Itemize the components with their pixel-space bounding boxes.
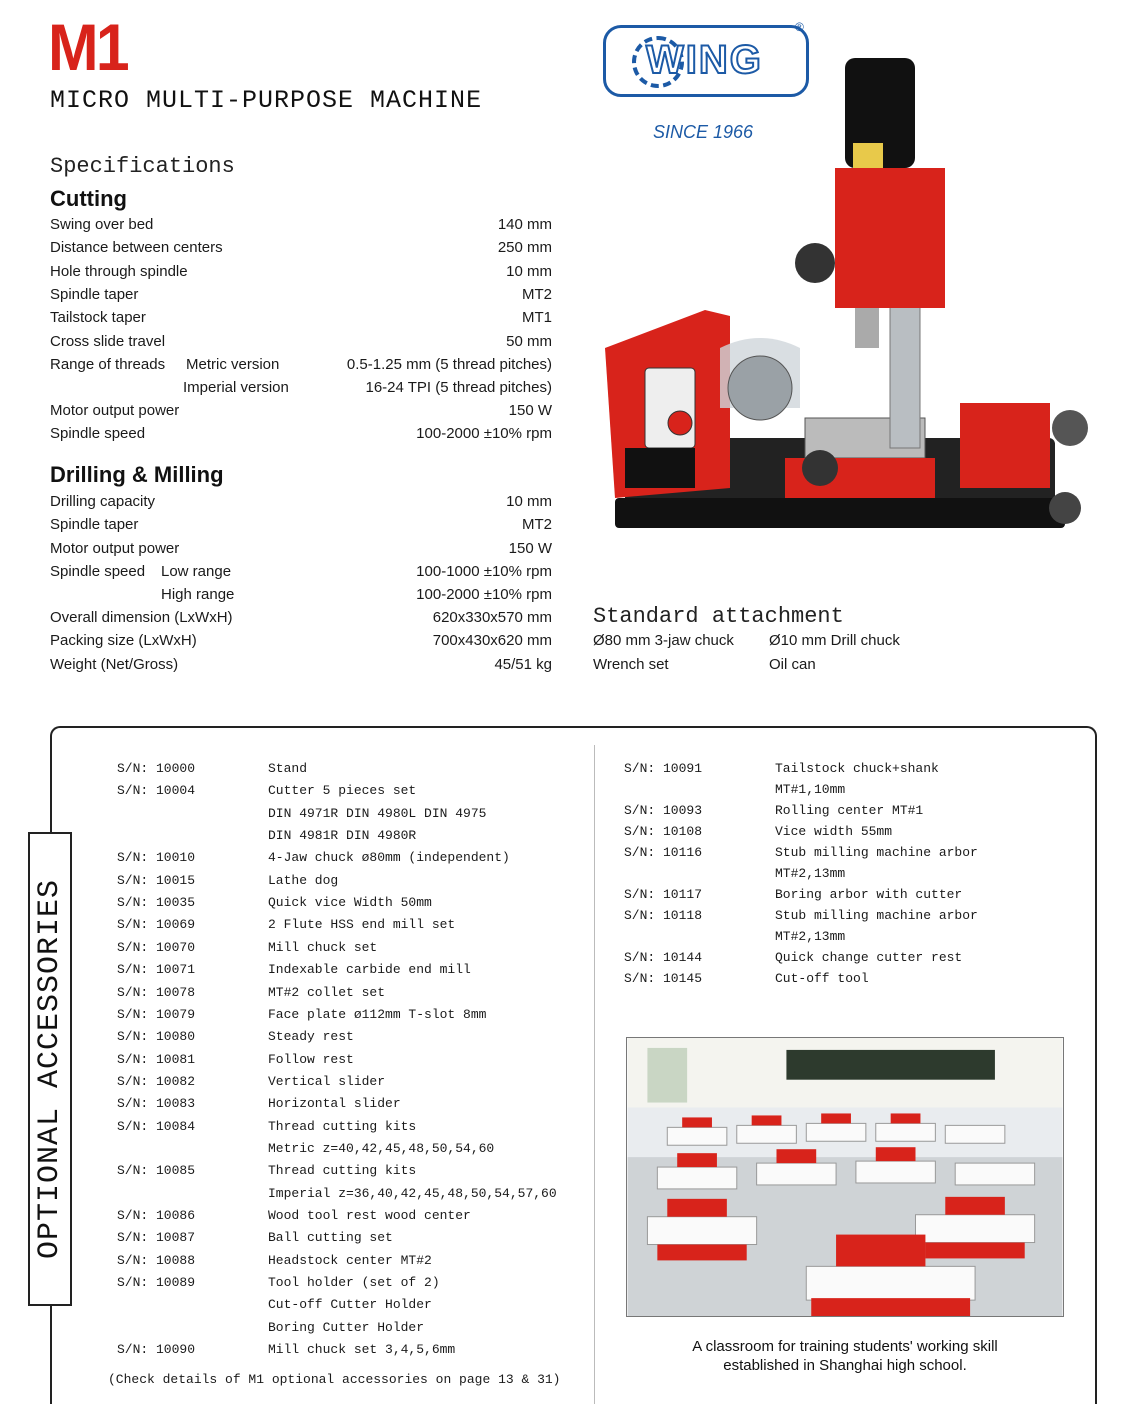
accessory-serial: S/N: 10078 [117, 984, 196, 1000]
spec-row [50, 656, 552, 678]
spec-sublabel: Metric version [186, 356, 280, 373]
accessory-item [117, 1340, 597, 1360]
accessory-item [117, 893, 597, 913]
accessory-item [117, 1027, 597, 1047]
accessory-description: Mill chuck set 3,4,5,6mm [268, 1342, 456, 1358]
accessory-item [624, 969, 1104, 989]
spec-value: 100-2000 ±10% rpm [416, 425, 552, 443]
accessory-serial: S/N: 10117 [624, 887, 703, 902]
spec-label: Drilling capacity [50, 493, 156, 510]
logo-text: WING [646, 38, 763, 82]
accessory-description: Follow rest [268, 1051, 354, 1067]
accessory-serial: S/N: 10090 [117, 1342, 196, 1358]
accessory-description: Indexable carbide end mill [268, 962, 471, 978]
accessory-serial: S/N: 10086 [117, 1208, 196, 1223]
accessory-item-detail [117, 826, 597, 846]
classroom-photo [626, 1037, 1064, 1317]
spec-row [50, 609, 552, 631]
accessory-serial: S/N: 10144 [624, 950, 703, 965]
attachment-item: Ø80 mm 3-jaw chuck [593, 632, 734, 649]
spec-value: 16-24 TPI (5 thread pitches) [365, 379, 552, 396]
accessory-serial: S/N: 10085 [117, 1163, 196, 1179]
accessory-serial: S/N: 10035 [117, 895, 196, 911]
accessory-description: MT#2,13mm [775, 866, 846, 881]
spec-value: MT1 [522, 309, 552, 327]
accessory-serial: S/N: 10087 [117, 1230, 196, 1246]
accessory-description: Boring arbor with cutter [775, 887, 963, 902]
spec-value: 10 mm [506, 262, 552, 280]
spec-value: 50 mm [506, 332, 552, 350]
attachment-item: Ø10 mm Drill chuck [769, 632, 900, 649]
accessory-item [624, 885, 1104, 905]
accessory-description: Quick vice Width 50mm [268, 895, 432, 911]
accessory-description: Cut-off tool [775, 971, 869, 986]
accessory-serial: S/N: 10015 [117, 872, 196, 888]
spec-label: Spindle taper [50, 285, 139, 303]
accessory-description: Steady rest [268, 1029, 354, 1045]
attachment-item: Oil can [769, 656, 816, 673]
accessory-serial: S/N: 10004 [117, 783, 196, 799]
spec-row-threads-imperial [50, 379, 552, 401]
accessory-description: Wood tool rest wood center [268, 1208, 471, 1223]
spec-label: Motor output power [50, 402, 180, 419]
accessory-item [117, 848, 597, 868]
spec-row [50, 286, 552, 308]
accessory-item [117, 759, 597, 779]
accessory-description: 2 Flute HSS end mill set [268, 917, 456, 933]
spec-row [50, 333, 552, 355]
spec-label: Cross slide travel [50, 332, 166, 350]
accessory-serial: S/N: 10145 [624, 971, 703, 986]
accessory-item [624, 822, 1104, 842]
spec-row [50, 540, 552, 562]
accessory-item-detail [624, 780, 1104, 800]
spec-value: 250 mm [497, 239, 552, 257]
accessory-serial: S/N: 10000 [117, 761, 196, 776]
accessory-description: Headstock center MT#2 [268, 1252, 432, 1268]
spec-value: MT2 [522, 516, 552, 534]
spec-value: 0.5-1.25 mm (5 thread pitches) [346, 356, 552, 373]
spec-row-speed-low [50, 563, 552, 585]
spec-value: MT2 [522, 285, 552, 303]
spec-label: Spindle taper [50, 516, 139, 534]
since-text: SINCE 1966 [653, 122, 754, 142]
spec-row [50, 493, 552, 515]
accessory-item-detail [117, 1295, 597, 1315]
accessory-serial: S/N: 10079 [117, 1006, 196, 1022]
spec-label: Overall dimension (LxWxH) [50, 609, 233, 626]
spec-row [50, 516, 552, 538]
accessory-item [117, 871, 597, 891]
accessory-description: Thread cutting kits [268, 1118, 417, 1134]
accessories-note: (Check details of M1 optional accessories on page 13 & 31) [108, 1372, 561, 1387]
accessory-description: Cut-off Cutter Holder [268, 1297, 432, 1313]
machine-illustration [585, 48, 1105, 578]
spec-label: Packing size (LxWxH) [50, 632, 197, 650]
spec-value: 100-1000 ±10% rpm [416, 563, 552, 580]
standard-attachment-heading: Standard attachment [593, 604, 844, 629]
spec-label: Spindle speed [50, 563, 146, 580]
optional-accessories-label [28, 832, 72, 1306]
accessory-description: Imperial z=36,40,42,45,48,50,54,57,60 [268, 1185, 557, 1201]
accessory-item [117, 1161, 597, 1181]
accessory-item [117, 938, 597, 958]
accessory-serial: S/N: 10093 [624, 803, 703, 818]
accessory-item [117, 1050, 597, 1070]
accessory-description: Tailstock chuck+shank [775, 761, 939, 776]
specifications-heading: Specifications [50, 154, 235, 179]
spec-row-threads-metric [50, 356, 552, 378]
spec-label: Hole through spindle [50, 262, 188, 280]
product-subtitle: MICRO MULTI-PURPOSE MACHINE [50, 86, 483, 115]
accessory-item [117, 1228, 597, 1248]
spec-row [50, 239, 552, 261]
accessory-description: MT#2 collet set [268, 984, 386, 1000]
spec-value: 45/51 kg [494, 655, 552, 673]
accessory-item [117, 1005, 597, 1025]
spec-label: Swing over bed [50, 216, 154, 233]
classroom-caption [626, 1337, 1064, 1375]
accessory-serial: S/N: 10010 [117, 850, 196, 866]
spec-row [50, 263, 552, 285]
accessory-description: 4-Jaw chuck ø80mm (independent) [268, 850, 510, 866]
accessory-item-detail [624, 927, 1104, 947]
accessory-item [624, 948, 1104, 968]
accessory-item-detail [624, 864, 1104, 884]
spec-value: 700x430x620 mm [432, 632, 552, 650]
accessory-description: Metric z=40,42,45,48,50,54,60 [268, 1140, 495, 1156]
spec-row [50, 402, 552, 424]
accessory-description: DIN 4971R DIN 4980L DIN 4975 [268, 805, 487, 821]
accessory-item [117, 1206, 597, 1226]
spec-sublabel: Imperial version [183, 379, 289, 396]
accessory-description: Ball cutting set [268, 1230, 393, 1246]
accessory-item [624, 759, 1104, 779]
spec-value: 620x330x570 mm [432, 609, 552, 626]
drilling-title: Drilling & Milling [50, 462, 224, 487]
accessory-description: MT#1,10mm [775, 782, 846, 797]
accessory-serial: S/N: 10089 [117, 1275, 196, 1291]
accessory-description: Stub milling machine arbor [775, 845, 978, 860]
spec-label: Spindle speed [50, 425, 146, 443]
accessory-serial: S/N: 10088 [117, 1252, 196, 1268]
accessory-description: Lathe dog [268, 872, 339, 888]
accessory-item-detail [117, 1139, 597, 1159]
spec-row [50, 425, 552, 447]
spec-row-speed-high [50, 586, 552, 608]
accessory-item [117, 1273, 597, 1293]
accessory-item [624, 843, 1104, 863]
accessory-serial: S/N: 10082 [117, 1073, 196, 1089]
spec-label: Tailstock taper [50, 309, 146, 327]
accessory-description: Horizontal slider [268, 1096, 401, 1112]
spec-value: 10 mm [506, 493, 552, 510]
accessory-description: Face plate ø112mm T-slot 8mm [268, 1006, 487, 1022]
accessory-serial: S/N: 10118 [624, 908, 703, 923]
accessory-description: Vice width 55mm [775, 824, 893, 839]
accessory-serial: S/N: 10070 [117, 939, 196, 955]
cutting-title: Cutting [50, 186, 127, 211]
accessory-description: Stub milling machine arbor [775, 908, 978, 923]
accessory-item [117, 1094, 597, 1114]
spec-row [50, 632, 552, 654]
accessory-item-detail [117, 1318, 597, 1338]
spec-label: Weight (Net/Gross) [50, 655, 179, 673]
accessory-serial: S/N: 10084 [117, 1118, 196, 1134]
accessory-description: Quick change cutter rest [775, 950, 963, 965]
model-title: M1 [48, 10, 127, 84]
spec-row [50, 216, 552, 238]
accessory-description: Tool holder (set of 2) [268, 1275, 440, 1291]
spec-label: Motor output power [50, 539, 180, 557]
accessory-serial: S/N: 10080 [117, 1029, 196, 1045]
accessory-item-detail [117, 804, 597, 824]
spec-value: 150 W [508, 539, 552, 557]
accessory-item [117, 1117, 597, 1137]
spec-sublabel: Low range [161, 563, 232, 580]
accessory-item [117, 915, 597, 935]
caption-line: established in Shanghai high school. [723, 1357, 967, 1374]
spec-value: 150 W [508, 402, 552, 419]
accessory-serial: S/N: 10108 [624, 824, 703, 839]
accessory-item [117, 960, 597, 980]
accessory-description: Stand [268, 761, 308, 776]
accessory-serial: S/N: 10083 [117, 1096, 196, 1112]
optional-accessories-text: OPTIONAL ACCESSORIES [33, 878, 67, 1260]
accessory-description: Rolling center MT#1 [775, 803, 924, 818]
accessory-item [117, 1072, 597, 1092]
accessory-serial: S/N: 10091 [624, 761, 703, 776]
accessory-description: DIN 4981R DIN 4980R [268, 828, 417, 844]
accessory-description: Boring Cutter Holder [268, 1319, 425, 1335]
accessory-serial: S/N: 10081 [117, 1051, 196, 1067]
accessory-item-detail [117, 1184, 597, 1204]
attachment-item: Wrench set [593, 656, 669, 673]
spec-label: Distance between centers [50, 239, 223, 257]
accessory-description: Mill chuck set [268, 939, 378, 955]
accessory-serial: S/N: 10071 [117, 962, 196, 978]
accessory-item [624, 906, 1104, 926]
accessory-description: Vertical slider [268, 1073, 386, 1089]
spec-value: 140 mm [497, 216, 552, 233]
spec-sublabel: High range [161, 586, 235, 603]
accessory-description: Thread cutting kits [268, 1163, 417, 1179]
accessory-description: MT#2,13mm [775, 929, 846, 944]
registered-mark: ® [795, 20, 804, 34]
spec-value: 100-2000 ±10% rpm [416, 586, 552, 603]
accessory-item [117, 1251, 597, 1271]
accessory-serial: S/N: 10069 [117, 917, 196, 933]
accessory-item [117, 983, 597, 1003]
accessory-description: Cutter 5 pieces set [268, 783, 417, 799]
accessory-serial: S/N: 10116 [624, 845, 703, 860]
caption-line: A classroom for training students' working skill [692, 1338, 998, 1355]
accessory-item [117, 781, 597, 801]
spec-row [50, 309, 552, 331]
accessory-item [624, 801, 1104, 821]
spec-label: Range of threads [50, 356, 166, 373]
